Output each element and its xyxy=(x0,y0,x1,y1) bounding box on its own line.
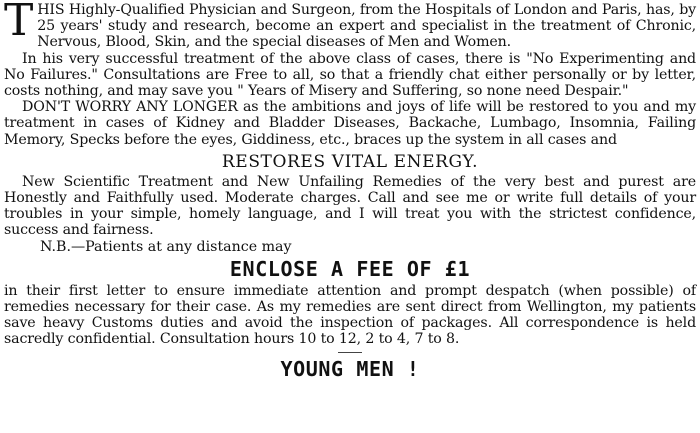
fee-paragraph: in their first letter to ensure immediate attention and prompt despatch (when possible) of remedies necessary for their case. As my remedies are sent direct from Wellington, my patients save heavy Customs duties and avoid the inspection of packages. All correspondence is held sacredly confidential. Consultation hours 10 to 12, 2 to 4, 7 to 8. xyxy=(4,282,696,348)
treatment-paragraph: In his very successful treatment of the above class of cases, there is "No Experimenting and No Failures." Consultations are Free to all, so that a friendly chat either personally or by letter, costs nothing, and may save you " Years of Misery and Suffering, so none need Despair." xyxy=(4,50,696,100)
young-men-heading: YOUNG MEN ! xyxy=(280,356,420,381)
intro-paragraph xyxy=(4,2,696,51)
divider-rule xyxy=(338,352,362,353)
dont-worry-paragraph: DON'T WORRY ANY LONGER as the ambitions and joys of life will be restored to you and my treatment in cases of Kidney and Bladder Diseases, Backache, Lumbago, Insomnia, Failing Memory, Specks before the eyes, Giddiness, etc., braces up the system in all cases and xyxy=(4,99,696,148)
enclose-fee-heading: ENCLOSE A FEE OF £1 xyxy=(229,256,471,281)
nb-note: N.B.—Patients at any distance may xyxy=(40,238,292,255)
remedies-paragraph: New Scientific Treatment and New Unfailing Remedies of the very best and purest are Honestly and Faithfully used. Moderate charges. Call and see me or write full details of your troubles in your simple, homely language, and I will treat you with the strictest confidence, success and fairness. xyxy=(4,173,696,239)
intro-text: HIS Highly-Qualified Physician and Surgeon, from the Hospitals of London and Paris, has, by 25 years' study and research, become an expert and specialist in the treatment of Chronic, Nervous, Blood, Skin, and the special diseases of Men and Women. xyxy=(37,2,696,51)
drop-cap: T xyxy=(4,0,34,46)
restores-vital-energy-heading: RESTORES VITAL ENERGY. xyxy=(221,151,479,172)
